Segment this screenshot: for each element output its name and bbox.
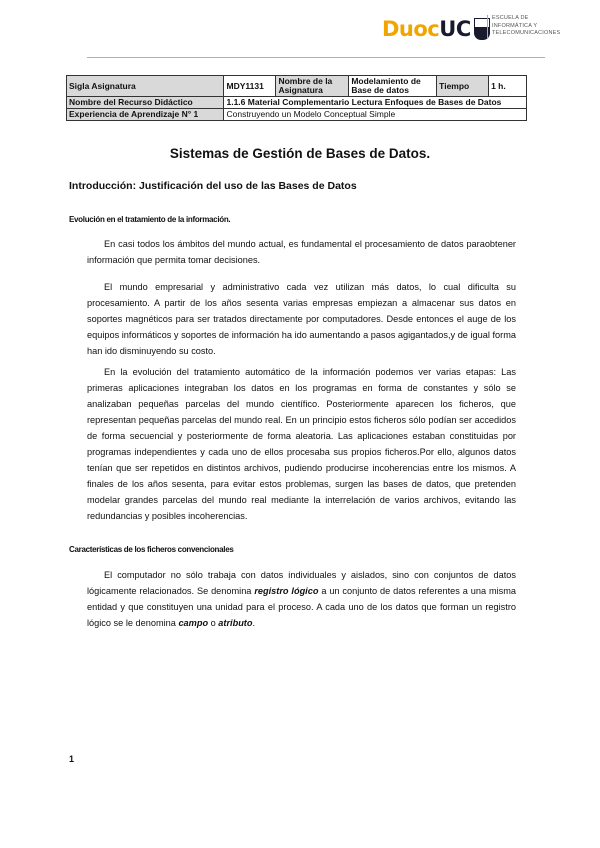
section-heading: Características de los ficheros convencionales — [69, 545, 234, 554]
label-recurso: Nombre del Recurso Didáctico — [67, 97, 224, 109]
time-value: 1 h. — [489, 76, 527, 97]
header-divider — [87, 57, 545, 58]
course-name: Modelamiento de Base de datos — [349, 76, 437, 97]
label-sigla: Sigla Asignatura — [67, 76, 224, 97]
document-subtitle: Introducción: Justificación del uso de las Bases de Datos — [69, 180, 357, 192]
section-heading: Evolución en el tratamiento de la información. — [69, 215, 231, 224]
duoc-logo — [382, 17, 490, 41]
table-row — [67, 76, 527, 97]
document-title: Sistemas de Gestión de Bases de Datos. — [169, 146, 431, 161]
keyword: atributo — [218, 618, 253, 628]
resource-name: 1.1.6 Material Complementario Lectura Enfoques de Bases de Datos — [224, 97, 527, 109]
paragraph: El mundo empresarial y administrativo cada vez utilizan más datos, lo cual dificulta su procesamiento. A partir de los años sesenta varias empresas empiezan a almacenar sus datos en soportes magnéticos para ser tratados directamente por computadores. Desde entonces el auge de los equipos informáticos y soportes de información ha ido aumentando a pasos agigantados,y de igual forma han ido disminuyendo su costo. — [87, 282, 516, 356]
paragraph: El computador no sólo trabaja con datos individuales y aislados, sino con conjuntos de datos lógicamente relacionados. Se denomina registro lógico a un conjunto de datos referentes a una misma entidad y que constituyen una unidad para el proceso. A cada uno de los datos que forman un registro lógico se le denomina campo o atributo. — [87, 570, 516, 628]
paragraph: En la evolución del tratamiento automático de la información podemos ver varias etapas: Las primeras aplicaciones integraban los datos en los programas en forma de constantes y sólo se analizaban pequeñas parcelas del mundo científico. Posteriormente aparecen los ficheros, que representan pequeñas parcelas del mundo real. En un principio estos ficheros sólo podían ser accedidos de forma secuencial y posteriormente de forma aleatoria. Las aplicaciones estaban constituidas por programas independientes y cada uno de ellos procesaba sus propios ficheros.Por ello, algunos datos tenían que ser repetidos en distintos archivos, pudiendo producirse incoherencias entre los mismos. A finales de los años sesenta, para evitar estos problemas, surgen las bases de datos, que pretenden modelar grandes parcelas del mundo real mediante la interrelación de varios archivos, evitando las redundancias y posibles incoherencias. — [87, 367, 516, 521]
table-row — [67, 109, 527, 121]
keyword: campo — [178, 618, 209, 628]
table-row — [67, 97, 527, 109]
logo-wordmark: DuocUC — [382, 17, 471, 41]
course-info-table — [66, 75, 527, 121]
label-experiencia: Experiencia de Aprendizaje N° 1 — [67, 109, 224, 121]
course-code: MDY1131 — [224, 76, 276, 97]
label-tiempo: Tiempo — [437, 76, 489, 97]
school-name: ESCUELA DE INFORMÁTICA Y TELECOMUNICACIONES — [487, 15, 560, 38]
paragraph: En casi todos los ámbitos del mundo actual, es fundamental el procesamiento de datos paraobtener información que permita tomar decisiones. — [87, 239, 516, 265]
page-header — [0, 0, 600, 60]
experience-name: Construyendo un Modelo Conceptual Simple — [224, 109, 527, 121]
label-nombre-asignatura: Nombre de la Asignatura — [276, 76, 349, 97]
keyword: registro lógico — [254, 586, 319, 596]
page-number: 1 — [69, 754, 75, 764]
